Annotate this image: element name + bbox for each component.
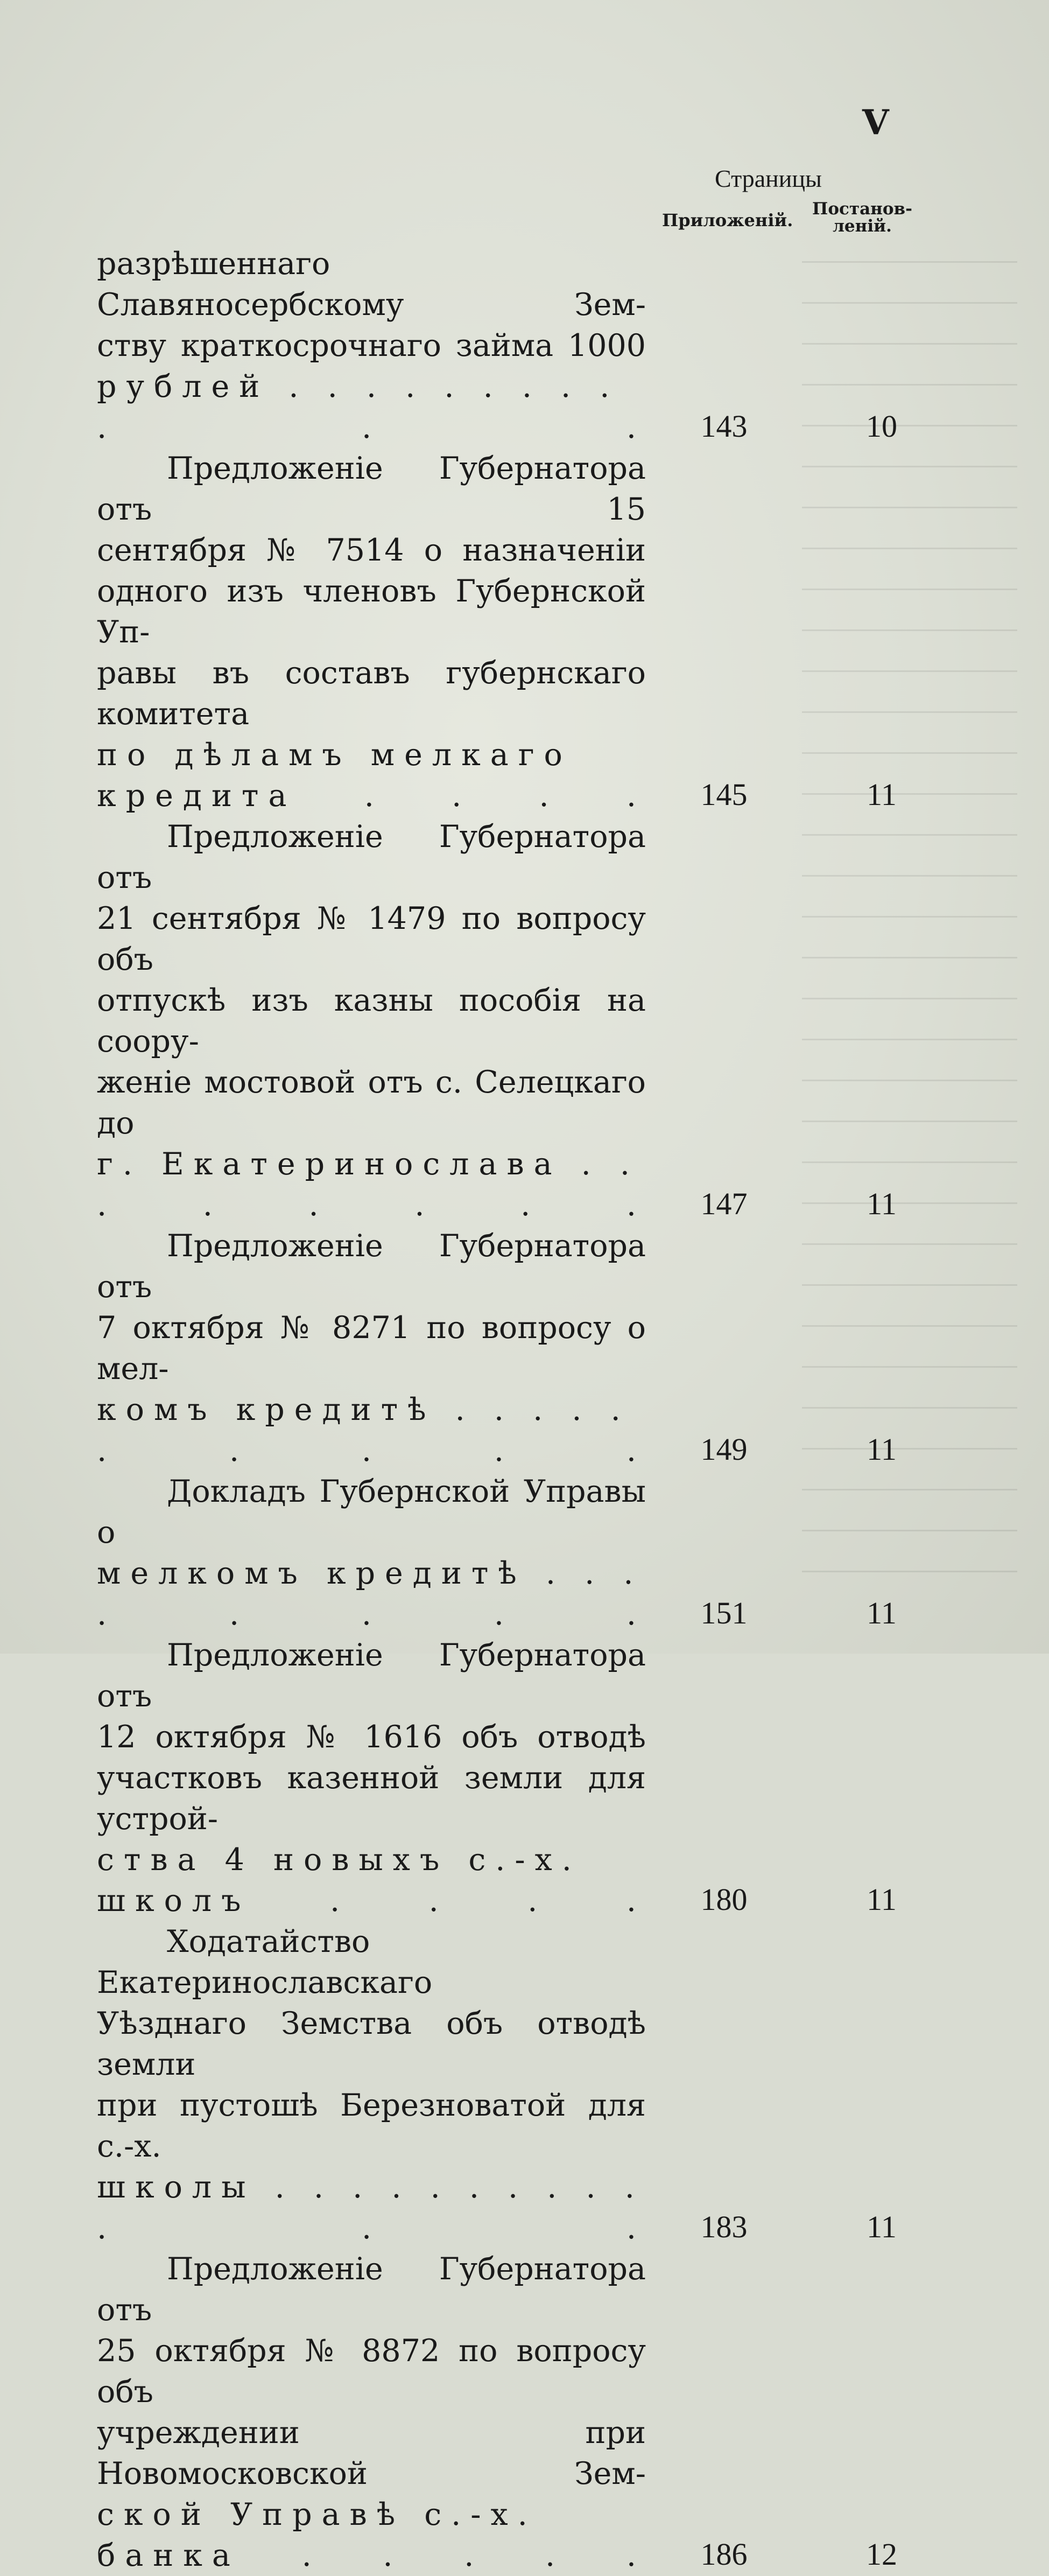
contents-entry	[97, 816, 915, 1226]
appendix-page-number: 186	[700, 2537, 748, 2572]
resolution-page-number: 11	[867, 777, 897, 812]
entry-line-leader: рублей . . . . . . . . . . . .	[97, 369, 646, 445]
resolution-page-number: 12	[866, 2537, 897, 2572]
appendix-page-number: 149	[700, 1432, 748, 1467]
resolution-page-number: 11	[867, 1882, 897, 1917]
entry-line: 21 сентября № 1479 по вопросу объ	[97, 901, 646, 977]
entry-line: ству краткосрочнаго займа 1000	[97, 328, 646, 363]
appendix-page-number: 151	[700, 1595, 748, 1630]
entry-line: 25 октября № 8872 по вопросу объ	[97, 2333, 646, 2410]
contents-entry	[97, 1226, 915, 1471]
entry-line: при пустошѣ Березноватой для с.-х.	[97, 2088, 646, 2164]
entry-line: 12 октября № 1616 объ отводѣ	[97, 1719, 646, 1755]
entry-line: учреждении при Новомосковской Зем-	[97, 2415, 646, 2491]
appendix-page-number: 183	[700, 2209, 748, 2244]
entry-line: Предложеніе Губернатора отъ	[97, 819, 646, 895]
entry-line: отпускѣ изъ казны пособія на соору-	[97, 983, 646, 1059]
entry-line: разрѣшеннаго Славяносербскому Зем-	[97, 246, 646, 323]
contents-entry	[97, 1471, 915, 1635]
resolutions-column-header	[803, 200, 921, 235]
entry-line: Докладъ Губернской Управы о	[97, 1474, 646, 1550]
entry-line-leader: г. Екатеринослава . . . . . . . .	[97, 1146, 646, 1223]
entry-line-leader: ской Управѣ с.-х. банка . . . . .	[97, 2497, 646, 2573]
appendix-page-number: 147	[700, 1186, 748, 1221]
entry-line-leader: школы . . . . . . . . . . . . .	[97, 2169, 646, 2246]
resolution-page-number: 11	[867, 1186, 897, 1221]
contents-entry	[97, 1635, 915, 1921]
appendix-page-number: 180	[700, 1882, 748, 1917]
contents-entry	[97, 2249, 915, 2576]
page-number: V	[862, 102, 890, 143]
resolutions-header-text: Постанов- леній.	[812, 199, 912, 236]
entry-line: 7 октября № 8271 по вопросу о мел-	[97, 1310, 646, 1387]
entry-line-leader: ства 4 новыхъ с.-х. школъ . . . .	[97, 1842, 646, 1919]
resolution-page-number: 10	[866, 409, 897, 444]
entry-line: Предложеніе Губернатора отъ 15	[97, 451, 646, 527]
contents-entry	[97, 448, 915, 816]
entry-line: равы въ составъ губернскаго комитета	[97, 655, 646, 732]
entry-line-leader: по дѣламъ мелкаго кредита . . . .	[97, 737, 646, 814]
contents-entry	[97, 243, 915, 448]
appendices-column-header: Приложеній.	[662, 210, 793, 230]
entry-line: участковъ казенной земли для устрой-	[97, 1760, 646, 1837]
appendix-page-number: 145	[700, 777, 748, 812]
resolution-page-number: 11	[867, 1432, 897, 1467]
entry-line: Предложеніе Губернатора отъ	[97, 1637, 646, 1714]
entry-line: Ходатайство Екатеринославскаго	[97, 1924, 433, 2000]
entry-line: женіе мостовой отъ с. Селецкаго до	[97, 1065, 646, 1141]
entry-line: Предложеніе Губернатора отъ	[97, 2251, 646, 2328]
resolution-page-number: 11	[867, 2209, 897, 2244]
contents-entry	[97, 1921, 915, 2249]
entry-line-leader: комъ кредитѣ . . . . . . . . . .	[97, 1392, 646, 1468]
entry-line: Уѣзднаго Земства объ отводѣ земли	[97, 2006, 646, 2082]
entry-line: Предложеніе Губернатора отъ	[97, 1228, 646, 1305]
contents-list	[97, 243, 915, 2576]
appendix-page-number: 143	[700, 409, 748, 444]
entry-line: сентября № 7514 о назначеніи	[97, 533, 646, 568]
entry-line-leader: мелкомъ кредитѣ . . . . . . . .	[97, 1556, 646, 1632]
pages-column-header: Страницы	[715, 165, 822, 192]
entry-line: одного изъ членовъ Губернской Уп-	[97, 573, 646, 650]
resolution-page-number: 11	[867, 1595, 897, 1630]
